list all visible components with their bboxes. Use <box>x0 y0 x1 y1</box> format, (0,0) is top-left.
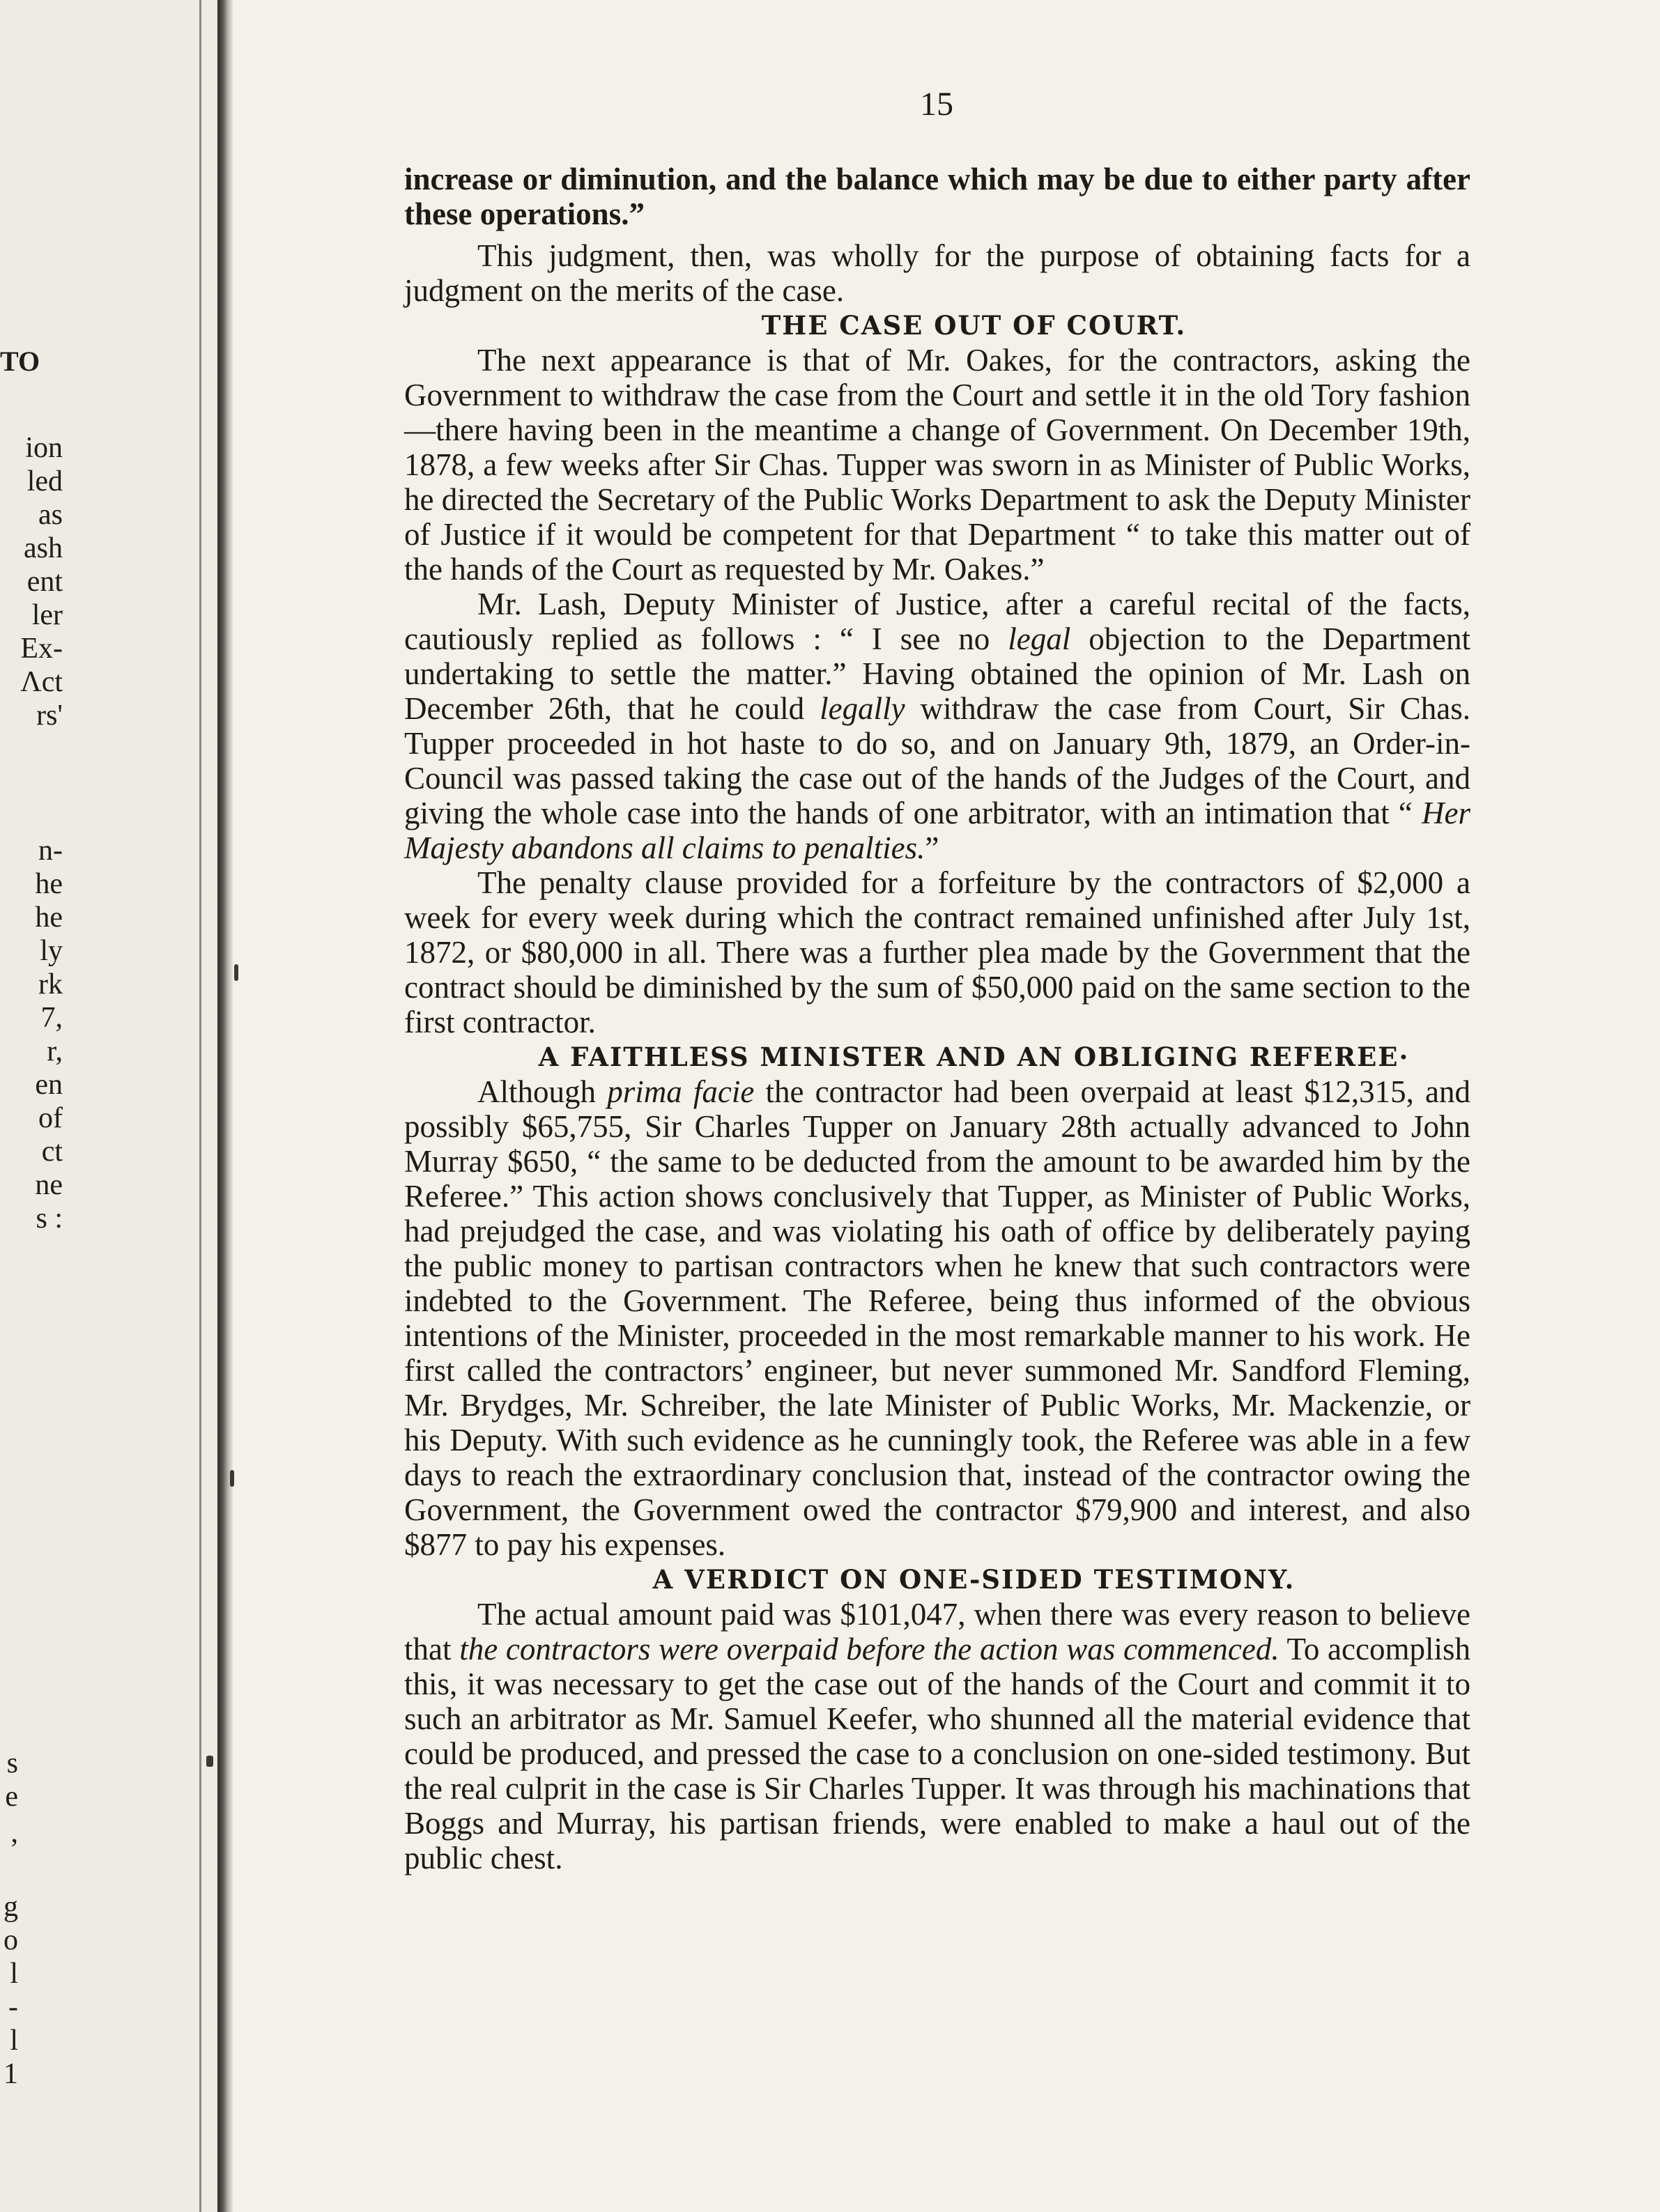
facing-page-fragment: l <box>10 1958 18 1990</box>
book-gutter <box>217 0 233 2212</box>
facing-page-fragment: ler <box>31 599 63 631</box>
paragraph-text: objection to the Department undertaking to settle the matter.” Having obtained the opinion of Mr. Lash on December 26th, that he could <box>404 621 1471 726</box>
facing-page-fragment: of <box>38 1102 63 1134</box>
section-heading: THE CASE OUT OF COURT. <box>761 310 1187 341</box>
facing-page-fragment: rk <box>38 968 63 1000</box>
paragraph <box>404 1074 1470 1562</box>
margin-mark <box>234 964 238 981</box>
facing-page-fragment: l <box>10 2025 18 2057</box>
facing-page <box>0 0 222 2212</box>
paragraph-text: withdraw the case from Court, Sir Chas. Tupper proceeded in hot haste to do so, and on January 9th, 1879, an Order-in-Council was passed taking the case out of the hands of the Judges of the Court, and giving the whole case into the hands of one arbitrator, with an intimation that “ <box>404 691 1470 830</box>
paragraph-text: To accomplish this, it was necessary to get the case out of the hands of the Court and commit it to such an arbitrator as Mr. Samuel Keefer, who shunned all the material evidence that could be produced, and pressed the case to a conclusion on one-sided testimony. But the real culprit in the case is Sir Charles Tupper. It was through his machinations that Boggs and Murray, his partisan friends, were enabled to make a haul out of the public chest. <box>404 1632 1471 1875</box>
paragraph-text: The actual amount paid was $101,047, when there was every reason to believe that <box>404 1597 1470 1666</box>
paragraph-text: the contractor had been overpaid at least $12,315, and possibly $65,755, Sir Charles Tupper on January 28th actually advanced to John Murray $650, “ the same to be deducted from the amount to be awarded him by the Referee.” This action shows conclusively that Tupper, as Minister of Public Works, had prejudged the case, and was violating his oath of office by deliberately paying the public money to partisan contractors when he knew that such contractors were indebted to the Government. The Referee, being thus informed of the obvious intentions of the Minister, proceeded in the most remarkable manner to his work. He first called the contractors’ engineer, but never summoned Mr. Sandford Fleming, Mr. Brydges, Mr. Schreiber, the late Minister of Public Works, Mr. Mackenzie, or his Deputy. With such evidence as he cunningly took, the Referee was able in a few days to reach the extraordinary conclusion that, instead of the contractor owing the Government, the Government owed the contractor $79,900 and interest, and also $877 to pay his expenses. <box>404 1074 1470 1562</box>
facing-page-fragment: rs' <box>36 699 63 732</box>
paragraph <box>404 238 1470 308</box>
page-body <box>404 162 1470 1875</box>
paragraph-text: The next appearance is that of Mr. Oakes, for the contractors, asking the Government to withdraw the case from the Court and settle it in the old Tory fashion—there having been in the meantime a change of Government. On December 19th, 1878, a few weeks after Sir Chas. Tupper was sworn in as Minister of Public Works, he directed the Secretary of the Public Works Department to ask the Deputy Minister of Justice if it would be competent for that Department “ to take this matter out of the hands of the Court as requested by Mr. Oakes.” <box>404 343 1470 587</box>
facing-page-fragment: ent <box>26 566 63 598</box>
italic-text: Her Majesty abandons all claims to penalties. <box>404 796 1470 865</box>
paragraph-text: Mr. Lash, Deputy Minister of Justice, after a careful recital of the facts, cautiously replied as follows : “ I see no <box>404 587 1470 656</box>
facing-page-fragment: ion <box>25 432 63 464</box>
margin-mark <box>206 1756 213 1767</box>
facing-page-fragment: ne <box>35 1169 63 1201</box>
italic-text: prima facie <box>607 1074 755 1109</box>
paragraph-text: Although <box>477 1074 608 1109</box>
paragraph <box>404 865 1470 1039</box>
section-heading: A VERDICT ON ONE-SIDED TESTIMONY. <box>652 1564 1296 1595</box>
facing-page-fragment: ash <box>24 532 63 564</box>
italic-text: legally <box>820 691 905 726</box>
paragraph <box>404 343 1470 587</box>
facing-page-fragment: ly <box>40 935 63 967</box>
facing-page-fragment: he <box>35 868 63 900</box>
facing-page-fragment: Ex- <box>20 633 63 665</box>
paragraph-text: The penalty clause provided for a forfeiture by the contractors of $2,000 a week for every week during which the contract remained unfinished after July 1st, 1872, or $80,000 in all. There was a further plea made by the Government that the contract should be diminished by the sum of $50,000 paid on the same section to the first contractor. <box>404 865 1470 1039</box>
facing-page-fragment: 1 <box>3 2058 18 2090</box>
facing-page-fragment: n- <box>38 835 63 867</box>
gutter-shadow <box>199 0 201 2212</box>
paragraph-text: increase or diminution, and the balance which may be due to either party after these operations.” <box>404 162 1470 231</box>
facing-page-fragment: g <box>3 1891 18 1923</box>
facing-page-fragment: en <box>35 1069 63 1101</box>
facing-page-fragment: 7, <box>40 1002 63 1034</box>
section-heading: A FAITHLESS MINISTER AND AN OBLIGING REFEREE· <box>538 1042 1410 1072</box>
italic-text: the contractors were overpaid before the action was commenced. <box>459 1632 1279 1666</box>
facing-page-fragment: s <box>6 1747 18 1779</box>
paragraph-text: This judgment, then, was wholly for the purpose of obtaining facts for a judgment on the merits of the case. <box>404 238 1470 308</box>
italic-text: legal <box>1008 621 1071 656</box>
facing-page-fragment: as <box>38 499 63 531</box>
facing-page-fragment: Λct <box>20 666 63 698</box>
paragraph <box>404 1597 1470 1875</box>
facing-page-fragment: s : <box>36 1202 63 1235</box>
margin-mark <box>230 1470 234 1487</box>
facing-page-fragment: e <box>5 1781 18 1813</box>
paragraph <box>404 587 1470 865</box>
facing-page-fragment: led <box>26 465 63 497</box>
facing-page-fragment: ct <box>41 1136 63 1168</box>
paragraph <box>404 162 1470 231</box>
facing-page-fragment: TO <box>0 346 40 377</box>
facing-page-fragment: r, <box>47 1035 63 1067</box>
page-number: 15 <box>920 86 953 123</box>
paragraph-text: ” <box>925 830 939 865</box>
facing-page-fragment: o <box>3 1924 18 1956</box>
facing-page-fragment: , <box>10 1817 18 1849</box>
facing-page-fragment: - <box>8 1991 18 2023</box>
facing-page-fragment: he <box>35 902 63 934</box>
